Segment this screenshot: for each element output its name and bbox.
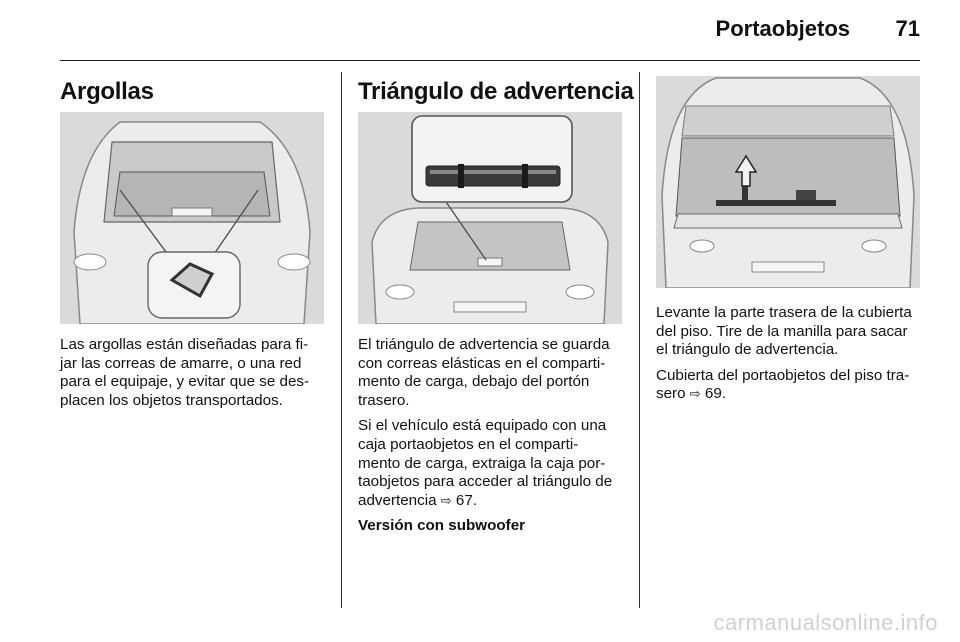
text-line: trasero. [358,391,410,409]
text-line: caja portaobjetos en el comparti- [358,435,579,453]
text-line: Cubierta del portaobjetos del piso tra- [656,366,910,384]
text-line: Si el vehículo está equipado con una [358,417,607,435]
page-ref-arrow-icon: ⇨ [440,492,452,508]
warning-triangle-illustration [358,112,622,324]
heading-argollas: Argollas [60,78,154,105]
text-line: mento de carga, debajo del portón [358,373,590,391]
figure-subwoofer [656,76,920,288]
text-line: con correas elásticas en el comparti- [358,354,606,372]
text-line: del piso. Tire de la manilla para sacar [656,322,908,340]
page-header [0,0,960,62]
text-line: jar las correas de amarre, o una red [60,354,302,372]
text-line: advertencia [358,491,437,509]
page-ref-link[interactable]: 69. [704,385,727,403]
paragraph-subwoofer-1 [656,304,926,360]
column-divider-1 [341,72,342,608]
paragraph-triangulo-2 [358,417,638,510]
page-number: 71 [895,16,920,41]
paragraph-subwoofer-2 [656,367,926,404]
text-line: Las argollas están diseñadas para fi- [60,336,309,353]
watermark: carmanualsonline.info [713,610,938,635]
text-line: El triángulo de advertencia se guarda [358,336,610,353]
column-argollas-text [60,336,330,410]
text-line: sero [656,385,686,403]
header-divider [60,60,920,61]
column-subwoofer-text [656,304,926,404]
page-ref-arrow-icon: ⇨ [689,386,701,402]
column-divider-2 [639,72,640,608]
paragraph-argollas [60,336,330,410]
column-triangulo-text [358,336,638,536]
text-line: taobjetos para acceder al triángulo de [358,473,613,491]
car-trunk-illustration [60,112,324,324]
column-argollas [60,72,328,106]
heading-triangulo: Triángulo de advertencia [358,78,634,105]
page-ref-link[interactable]: 67. [455,491,478,509]
paragraph-triangulo-1 [358,336,638,410]
floor-cover-illustration [656,76,920,288]
subheading-subwoofer: Versión con subwoofer [358,517,526,535]
text-line: el triángulo de advertencia. [656,341,839,359]
text-line: para el equipaje, y evitar que se des- [60,373,310,391]
column-triangulo [358,72,638,106]
figure-argollas [60,112,324,324]
section-title: Portaobjetos [715,16,850,41]
text-line: Levante la parte trasera de la cubierta [656,304,912,321]
text-line: placen los objetos transportados. [60,391,283,409]
text-line: mento de carga, extraiga la caja por- [358,454,606,472]
figure-triangulo [358,112,622,324]
